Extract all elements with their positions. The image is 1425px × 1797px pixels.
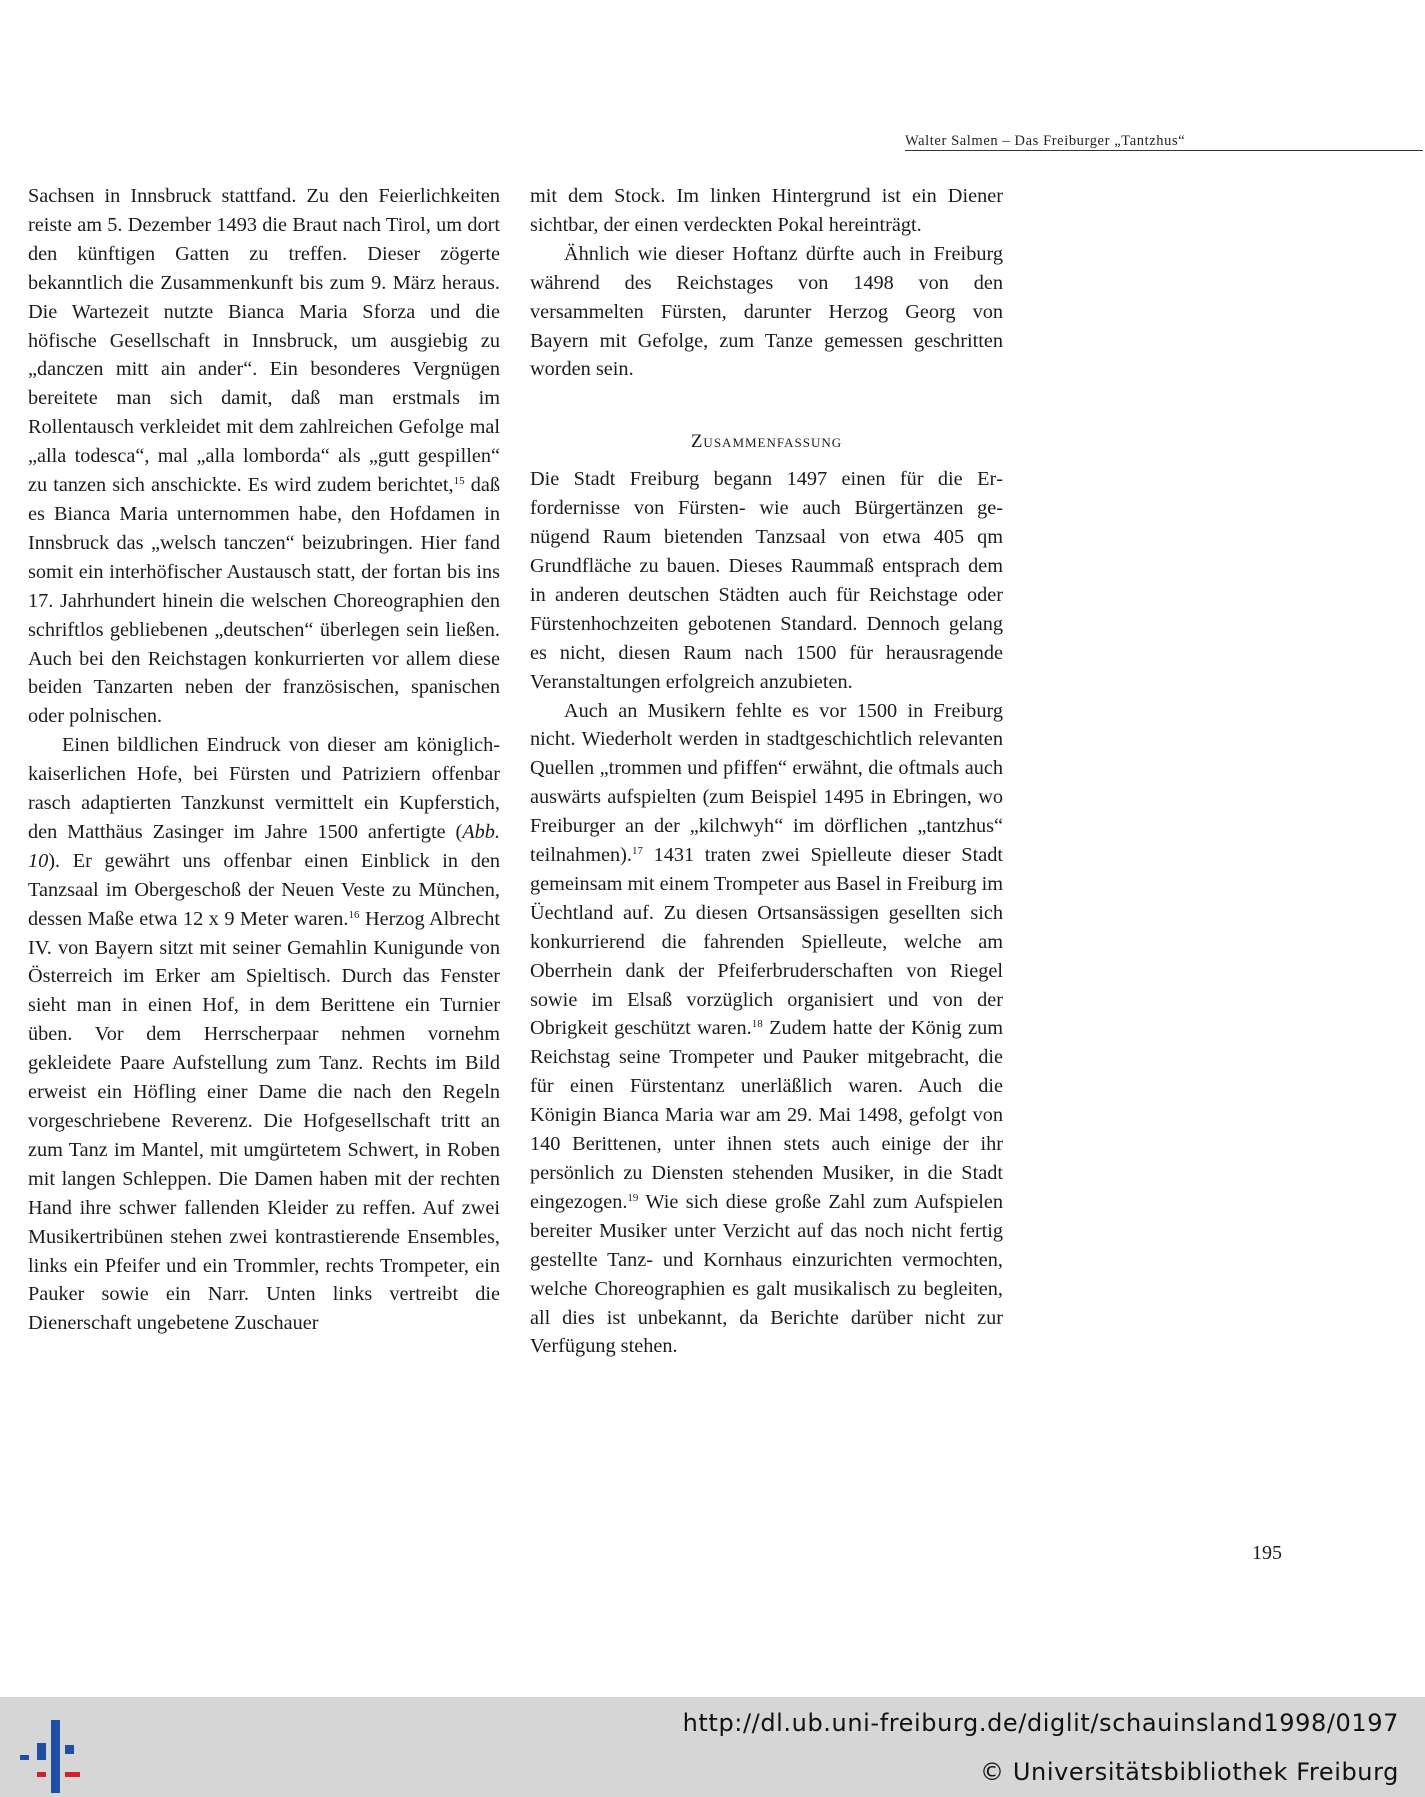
- text-run: ). Er gewährt uns offenbar einen Einblick in den Tanzsaal im Obergeschoß der Neuen Veste zu München, dessen Maße etwa 12 x 9 Meter waren.: [28, 849, 500, 930]
- ub-freiburg-logo-icon: [20, 1715, 90, 1795]
- text-column-left: [28, 182, 500, 1338]
- running-head: Walter Salmen – Das Freiburger „Tantzhus“: [905, 133, 1186, 149]
- footnote-ref-17[interactable]: 17: [631, 845, 643, 858]
- text-run: daß es Bianca Maria unternommen habe, den Hofdamen in Innsbruck das „welsch tanczen“ beizubringen. Hier fand somit ein interhöfischer Austausch statt, der fortan bis ins 17. Jahrhundert hinein die welschen Choreographien den schriftlos gebliebenen „deutschen“ überlegen sein ließen. Auch bei den Reichstagen konkurrierten vor allem diese beiden Tanzarten neben der französischen, spanischen oder polnischen.: [28, 474, 501, 728]
- paragraph: Die Stadt Freiburg begann 1497 einen für die Erfordernisse von Fürsten- wie auch Bürgertänzen genügend Raum bietenden Tanzsaal von etwa 405 qm Grundfläche zu bauen. Dieses Raummaß entsprach dem in anderen deutschen Städten auch für Reichstage oder Fürstenhochzeiten gebotenen Standard. Dennoch gelang es nicht, diesen Raum nach 1500 für herausragende Veranstaltungen erfolgreich anzubieten.: [530, 468, 1003, 693]
- figure-reference[interactable]: Abb. 10: [28, 820, 500, 872]
- text-run: Herzog Albrecht IV. von Bayern sitzt mit seiner Gemahlin Kunigunde von Österreich im Erker am Spieltisch. Durch das Fenster sieht man in einen Hof, in dem Berittene ein Turnier üben. Vor dem Herrscherpaar nehmen vornehm gekleidete Paare Aufstellung zum Tanz. Rechts im Bild erweist ein Höfling einer Dame die nach den Regeln vorgeschriebene Reverenz. Die Hofgesellschaft tritt an zum Tanz im Mantel, mit umgürtetem Schwert, in Roben mit langen Schleppen. Die Damen haben mit der rechten Hand ihre schwer fallenden Kleider zu reffen. Auf zwei Musikertribünen stehen zwei kontrastierende Ensembles, links ein Pfeifer und ein Trommler, rechts Trompeter, ein Pauker sowie ein Narr. Unten links vertreibt die Dienerschaft ungebetene Zuschauer: [28, 907, 500, 1335]
- paragraph: [28, 731, 500, 1338]
- paragraph: [530, 697, 1003, 1362]
- text-run: Sachsen in Innsbruck stattfand. Zu den Feierlichkeiten reiste am 5. Dezember 1493 die Braut nach Tirol, um dort den künftigen Gatten zu treffen. Dieser zögerte bekanntlich die Zusammenkunft bis zum 9. März heraus. Die Wartezeit nutzte Bianca Maria Sforza und die höfische Gesellschaft in Innsbruck, um ausgiebig zu „danczen mitt ain ander“. Ein besonderes Vergnügen bereitete man sich damit, daß man erstmals im Rollentausch verkleidet mit dem zahlreichen Gefolge mal „alla todesca“, mal „alla lomborda“ als „gutt gespillen“ zu tanzen sich anschickte. Es wird zudem berichtet,: [28, 185, 500, 497]
- copyright-notice: © Universitätsbibliothek Freiburg: [980, 1758, 1399, 1786]
- text-column-right: [530, 182, 1003, 1361]
- paragraph: [28, 182, 500, 731]
- text-run: Einen bildlichen Eindruck von dieser am königlich-kaiserlichen Hofe, bei Fürsten und Patriziern offenbar rasch adaptierten Tanzkunst vermittelt ein Kupferstich, den Matthäus Zasinger im Jahre 1500 anfertigte (: [28, 734, 500, 843]
- footnote-ref-15[interactable]: 15: [453, 475, 465, 488]
- header-rule: [905, 150, 1423, 151]
- text-run: 1431 traten zwei Spielleute dieser Stadt gemeinsam mit einem Trompeter aus Basel in Freiburg im Üechtland auf. Zu diesen Ortsansässigen gesellten sich konkurrierend die fahrenden Spielleute, welche am Oberrhein dank der Pfeiferbruderschaften von Riegel sowie im Elsaß vorzüglich organisiert und von der Obrigkeit geschützt waren.: [530, 844, 1003, 1040]
- footer-bar: [0, 1697, 1425, 1797]
- text-run: Auch an Musikern fehlte es vor 1500 in Freiburg nicht. Wiederholt werden in stadtgeschichtlich relevanten Quellen „trommen und pfiffen“ erwähnt, die oftmals auch auswärts aufspielten (zum Beispiel 1495 in Ebringen, wo Freiburger an der „kilchwyh“ im dörflichen „tantzhus“ teilnahmen).: [530, 699, 1003, 867]
- text-run: Wie sich diese große Zahl zum Aufspielen bereiter Musiker unter Verzicht auf das noch nicht fertig gestellte Tanz- und Kornhaus einzurichten vermochten, welche Choreographien es galt musikalisch zu begleiten, all dies ist unbekannt, da Berichte darüber nicht zur Verfügung stehen.: [530, 1190, 1003, 1358]
- footnote-ref-19[interactable]: 19: [627, 1191, 639, 1204]
- text-run: Zudem hatte der König zum Reichstag seine Trompeter und Pauker mitgebracht, die für einen Fürstentanz unerläßlich waren. Auch die Königin Bianca Maria war am 29. Mai 1498, gefolgt von 140 Berittenen, unter ihnen stets auch einige der ihr persönlich zu Diensten stehenden Musiker, in die Stadt eingezogen.: [530, 1017, 1003, 1213]
- section-heading: Zusammenfassung: [690, 431, 843, 453]
- paragraph: mit dem Stock. Im linken Hintergrund ist ein Diener sichtbar, der einen verdeckten Pokal hereinträgt.: [530, 185, 1003, 236]
- page-number: 195: [1252, 1542, 1282, 1564]
- footnote-ref-16[interactable]: 16: [348, 908, 360, 921]
- source-url-link[interactable]: http://dl.ub.uni-freiburg.de/diglit/schauinsland1998/0197: [682, 1709, 1399, 1737]
- footnote-ref-18[interactable]: 18: [751, 1018, 763, 1031]
- paragraph: Ähnlich wie dieser Hoftanz dürfte auch in Freiburg während des Reichstages von 1498 von den versammelten Fürsten, darunter Herzog Georg von Bayern mit Gefolge, zum Tanze gemessen geschritten worden sein.: [530, 242, 1003, 381]
